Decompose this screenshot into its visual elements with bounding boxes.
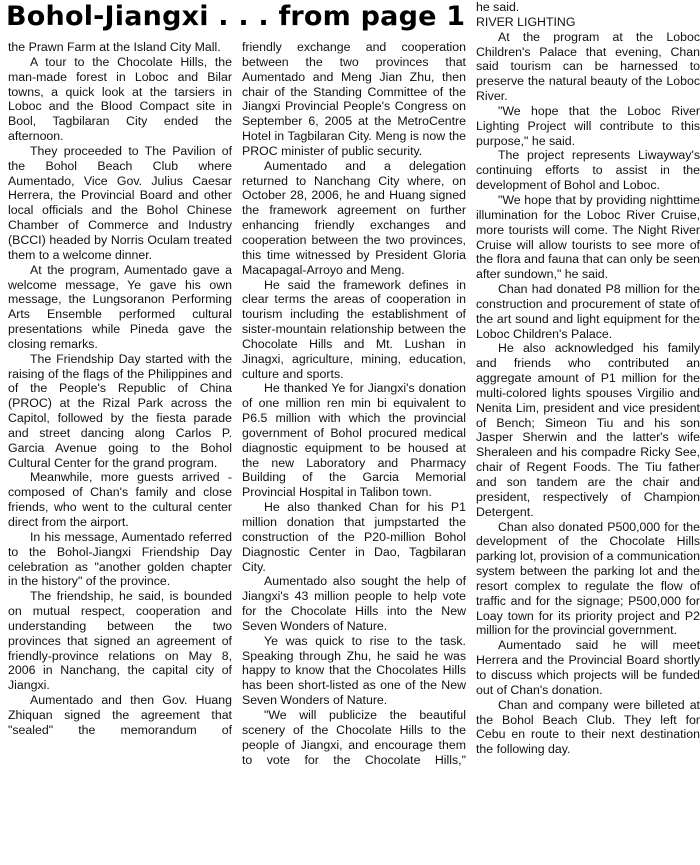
paragraph: In his message, Aumentado referred to the Bohol-Jiangxi Friendship Day celebration as "another golden chapter in the history" of the province. <box>8 529 232 589</box>
paragraph: At the program, Aumentado gave a welcome message, Ye gave his own message, the Lungsoranon Performing Arts Ensemble performed cultural presentations while Pineda gave the closing remarks. <box>8 262 232 351</box>
paragraph: He also acknowledged his family and friends who contributed an aggregate amount of P1 million for the multi-colored lights spouses Virgilio and Nenita Lim, president and vice president of Bench; Simeon Tiu and his son Jasper Sherwin and the latter's wife Sheraleen and his compadre Ricky See, chair of Regent Foods. The Tiu father and son tandem are the chair and president, respectively of Champion Detergent. <box>476 341 700 519</box>
paragraph: Chan and company were billeted at the Bohol Beach Club. They left for Cebu en route to their next destination the following day. <box>476 697 700 757</box>
article-column-3 <box>476 0 700 757</box>
paragraph: Meanwhile, more guests arrived - composed of Chan's family and close friends, who went to the cultural center direct from the airport. <box>8 470 232 529</box>
paragraph: Chan also donated P500,000 for the development of the Chocolate Hills parking lot, provision of a communication system between the parking lot and the resort complex to regulate the flow of traffic and for the signage; P500,000 for Loay town for its priority project and P2 million for the provincial government. <box>476 519 700 638</box>
paragraph: They proceeded to The Pavilion of the Bohol Beach Club where Aumentado, Vice Gov. Julius Caesar Herrera, the Provincial Board and other local officials and the Bohol Chinese Chamber of Commerce and Industry (BCCI) headed by Norris Oculam treated them to a welcome dinner. <box>8 143 232 262</box>
paragraph: A tour to the Chocolate Hills, the man-made forest in Loboc and Bilar towns, a quick look at the tarsiers in Loboc and the Blood Compact site in Bool, Tagbilaran City ended the afternoon. <box>8 54 232 144</box>
paragraph: The friendship, he said, is bounded on mutual respect, cooperation and understanding between the two provinces that signed an agreement of friendly-province relations on May 8, 2006 in Nanchang, the capital city of Jiangxi. <box>8 589 232 693</box>
section-subhead: RIVER LIGHTING <box>476 14 576 29</box>
paragraph: The project represents Liwayway's continuing efforts to assist in the development of Bohol and Loboc. <box>476 148 700 193</box>
paragraph: Aumentado and then Gov. Huang Zhiquan signed the agreement that "sealed" the memorandum of <box>8 693 232 737</box>
headline: Bohol-Jiangxi . . . from page 1 <box>6 1 466 32</box>
paragraph: Aumentado and a delegation returned to Nanchang City where, on October 28, 2006, he and Huang signed the framework agreement on further enhancing friendly exchanges and cooperation between the two provinces, this time witnessed by President Gloria Macapagal-Arroyo and Meng. <box>242 158 466 277</box>
paragraph: He said the framework defines in clear terms the areas of cooperation in tourism including the establishment of sister-mountain relationship between the Chocolate Hills and Mt. Lushan in Jinagxi, agriculture, mining, education, culture and sports. <box>242 277 466 381</box>
paragraph: "We will publicize the beautiful scenery of the Chocolate Hills to the people of Jiangxi, and encourage them to vote for the Chocolate Hills," <box>242 707 466 767</box>
paragraph: friendly exchange and cooperation between the two provinces that Aumentado and Meng Jian Zhu, then chair of the Standing Committee of the Jiangxi Provincial People's Congress on September 6, 2005 at the MetroCentre Hotel in Tagbilaran City. Meng is now the PROC minister of public security. <box>242 40 466 158</box>
paragraph-continuation: he said. <box>476 0 520 14</box>
paragraph: Aumentado also sought the help of Jiangxi's 43 million people to help vote for the Chocolate Hills into the New Seven Wonders of Nature. <box>242 574 466 633</box>
article-column-1 <box>8 40 232 738</box>
paragraph: "We hope that the Loboc River Lighting Project will contribute to this purpose," he said. <box>476 103 700 148</box>
article-column-2 <box>242 40 466 767</box>
paragraph: Aumentado said he will meet Herrera and the Provincial Board shortly to discuss which projects will be funded out of Chan's donation. <box>476 638 700 697</box>
paragraph: At the program at the Loboc Children's Palace that evening, Chan said tourism can be harnessed to preserve the natural beauty of the Loboc River. <box>476 29 700 104</box>
paragraph: He also thanked Chan for his P1 million donation that jumpstarted the construction of the P20-million Bohol Diagnostic Center in Dao, Tagbilaran City. <box>242 500 466 574</box>
paragraph: Chan had donated P8 million for the construction and procurement of state of the art sound and light equipment for the Loboc Children's Palace. <box>476 282 700 341</box>
paragraph: the Prawn Farm at the Island City Mall. <box>8 40 221 54</box>
paragraph: Ye was quick to rise to the task. Speaking through Zhu, he said he was happy to know that the Chocolates Hills has been short-listed as one of the New Seven Wonders of Nature. <box>242 633 466 708</box>
paragraph: The Friendship Day started with the raising of the flags of the Philippines and of the People's Republic of China (PROC) at the Rizal Park across the Capitol, followed by the fiesta parade and street dancing along Carlos P. Garcia Avenue going to the Bohol Cultural Center for the grand program. <box>8 351 232 470</box>
paragraph: He thanked Ye for Jiangxi's donation of one million ren min bi equivalent to P6.5 million with which the provincial government of Bohol procured medical diagnostic equipment to be housed at the new Laboratory and Pharmacy Building of the Garcia Memorial Provincial Hospital in Talibon town. <box>242 381 466 500</box>
paragraph: "We hope that by providing nighttime illumination for the Loboc River Cruise, more tourists will come. The Night River Cruise will allow tourists to see more of the flora and fauna that can only be seen after sundown," he said. <box>476 192 700 282</box>
